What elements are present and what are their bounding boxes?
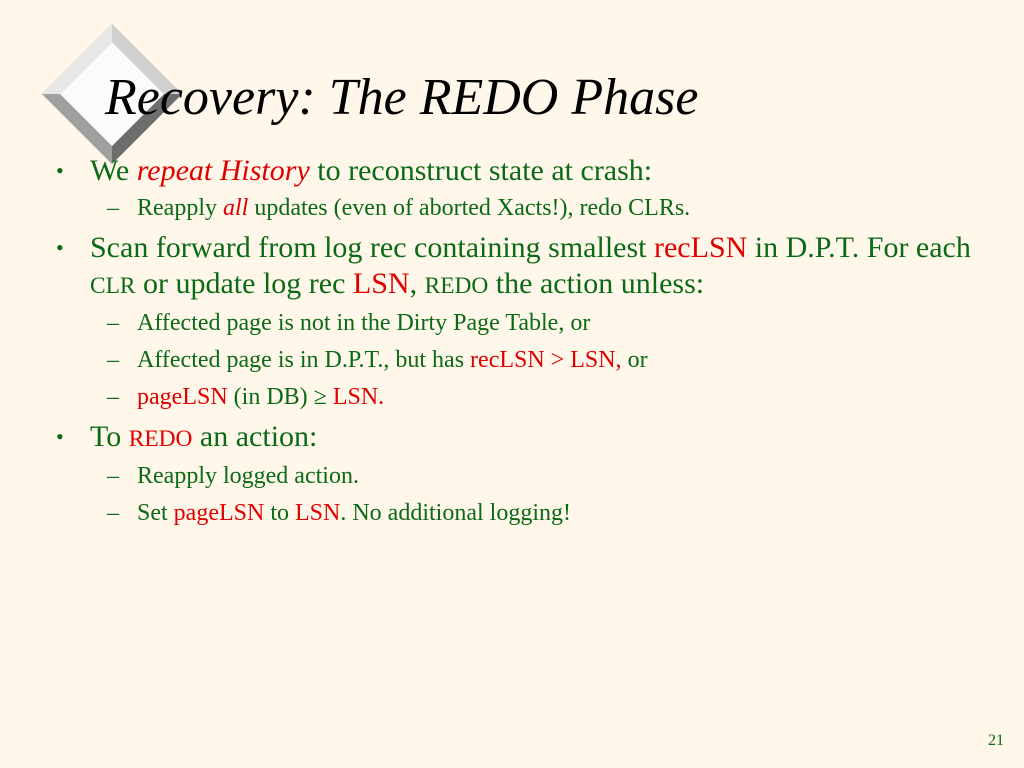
- sub-bullet-text: (in DB) ≥: [227, 384, 333, 410]
- sub-bullet-text: Reapply logged action.: [137, 463, 359, 489]
- sub-bullet-text: updates (even of aborted Xacts!), redo CLRs.: [248, 195, 691, 221]
- sub-bullet-text: Reapply: [137, 195, 223, 221]
- dash-marker: –: [107, 463, 119, 489]
- highlight-all: all: [222, 195, 249, 221]
- sub-bullet-text: Set: [137, 500, 174, 526]
- dash-marker: –: [107, 347, 119, 373]
- highlight-lsn: LSN: [295, 500, 341, 526]
- highlight-redo: REDO: [128, 426, 193, 452]
- bullet-text: ,: [409, 267, 425, 300]
- sub-bullet-text: . No additional logging!: [340, 500, 571, 526]
- sub-bullet-text: or: [621, 347, 648, 373]
- bullet-to-redo: [50, 419, 1000, 457]
- sub-bullet-reapply-all: [50, 190, 1000, 226]
- highlight-repeat-history: repeat History: [136, 154, 310, 187]
- sub-bullet-reapply-logged: [50, 458, 1000, 494]
- dash-marker: –: [107, 384, 119, 410]
- slide-body: [50, 153, 1000, 531]
- sub-bullet-text: Affected page is not in the Dirty Page Table, or: [137, 310, 591, 336]
- bullet-text: an action:: [192, 420, 318, 453]
- bullet-marker: •: [56, 235, 64, 260]
- bullet-text: or update log rec: [135, 267, 353, 300]
- sub-bullet-text: to: [264, 500, 295, 526]
- highlight-reclsn: recLSN: [654, 231, 748, 264]
- bullet-text: We: [90, 154, 137, 187]
- highlight-pagelsn: pageLSN: [173, 500, 265, 526]
- highlight-lsn: LSN: [352, 267, 410, 300]
- page-number: 21: [988, 732, 1004, 749]
- bullet-text: the action unless:: [488, 267, 705, 300]
- bullet-text: in D.P.T. For each: [747, 231, 971, 264]
- sub-bullet-not-in-dpt: [50, 305, 1000, 341]
- slide-title: Recovery: The REDO Phase: [105, 69, 699, 126]
- sub-bullet-set-pagelsn: [50, 495, 1000, 531]
- bullet-text: Scan forward from log rec containing smallest: [90, 231, 654, 264]
- bullet-scan-forward: [50, 230, 1000, 304]
- bullet-repeat-history: [50, 153, 1000, 189]
- dash-marker: –: [107, 500, 119, 526]
- bullet-text: To: [90, 420, 129, 453]
- sub-bullet-pagelsn: [50, 379, 1000, 415]
- sub-bullet-in-dpt: [50, 342, 1000, 378]
- highlight-pagelsn: pageLSN: [137, 384, 228, 410]
- dash-marker: –: [107, 310, 119, 336]
- clr-label: CLR: [90, 273, 136, 299]
- dash-marker: –: [107, 195, 119, 221]
- bullet-text: to reconstruct state at crash:: [309, 154, 653, 187]
- redo-label: REDO: [424, 273, 489, 299]
- highlight-lsn: LSN.: [332, 384, 385, 410]
- bullet-marker: •: [56, 158, 64, 183]
- bullet-marker: •: [56, 424, 64, 449]
- highlight-reclsn-gt-lsn: recLSN > LSN,: [470, 347, 622, 373]
- sub-bullet-text: Affected page is in D.P.T., but has: [137, 347, 471, 373]
